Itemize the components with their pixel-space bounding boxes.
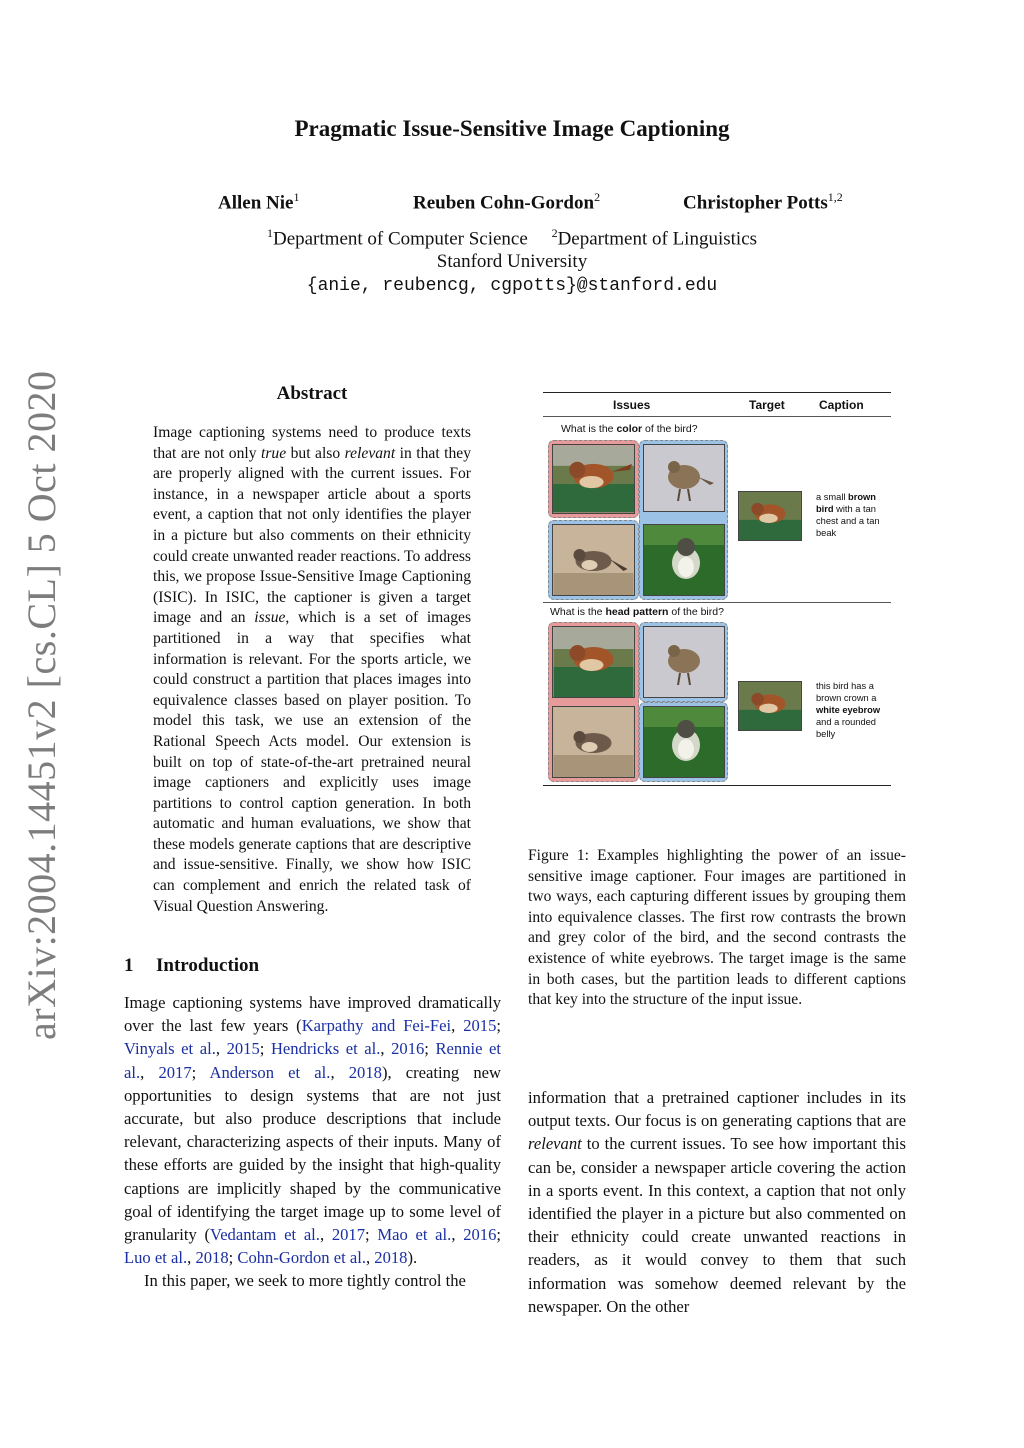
- citation-link[interactable]: 2015: [463, 1016, 497, 1036]
- text: ), creating new opportunities to design systems that are not just accurate, but also produce descriptions that include relevant, characterizing aspects of their inputs. Many of these efforts are guided by the insight that high-quality captions are implicitly shaped by the communicative goal of identifying the target image up to some level of granularity (: [124, 1062, 502, 1245]
- author-emails: {anie, reubencg, cgpotts}@stanford.edu: [306, 276, 718, 296]
- figure-header-caption: Caption: [819, 398, 864, 412]
- citation-link[interactable]: 2016: [391, 1039, 425, 1059]
- bird-photo-bluethroat-icon: [553, 525, 634, 595]
- abstract-emph: issue: [254, 609, 286, 627]
- abstract-text: , which is a set of images partitioned in a way that specifies what information is relevant. For the sports article, we could construct a partition that places images into equivalence classes based on player position. To model this task, we use an extension of the Rational Speech Acts model. Our extension is built on top of state-of-the-art pretrained neural image captioners and explicitly uses image partitions to control caption generation. In both automatic and human evaluations, we show that these models generate captions that are descriptive and issue-sensitive. Finally, we show how ISIC can complement and enrich the related task of Visual Question Answering.: [153, 609, 472, 915]
- author-2: [413, 190, 600, 214]
- target-wren-icon: [739, 492, 801, 540]
- generated-caption-row-2: [816, 680, 891, 740]
- text: Image captioning systems have improved dramatically over the last few years (: [124, 993, 501, 1036]
- section-number: 1: [124, 955, 134, 976]
- citation-link[interactable]: Hendricks et al.: [270, 1039, 381, 1059]
- arxiv-stamp: arXiv:2004.14451v2 [cs.CL] 5 Oct 2020: [19, 370, 64, 1040]
- citation-link[interactable]: Karpathy and Fei-Fei: [301, 1016, 452, 1036]
- body-text: information that a pretrained captioner includes in its output texts. Our focus is on generating captions that are: [528, 1088, 906, 1131]
- text: ,: [215, 1039, 227, 1059]
- citation-link[interactable]: 2015: [226, 1039, 260, 1059]
- bird-photo-pipit: [643, 444, 725, 512]
- target-photo-row-2: [738, 681, 802, 731]
- partition-group-brown: [548, 440, 639, 518]
- partition-group-grey-a: [548, 520, 639, 600]
- issue-question-head-pattern: [550, 606, 724, 618]
- abstract-text: Image captioning systems need to produce texts that are not only: [153, 424, 471, 462]
- affiliation-line: [0, 226, 1024, 250]
- text: ;: [496, 1225, 501, 1245]
- text: ;: [365, 1225, 378, 1245]
- text: ;: [191, 1062, 210, 1082]
- author-sup: 1,2: [827, 190, 843, 204]
- paper-title: Pragmatic Issue-Sensitive Image Captioning: [294, 116, 730, 141]
- figure-row-rule: [543, 602, 891, 603]
- affil-dept-1: Department of Computer Science: [272, 228, 528, 250]
- text: ;: [228, 1248, 238, 1268]
- author-name: Reuben Cohn-Gordon: [413, 192, 595, 214]
- caption-text: and a rounded belly: [816, 717, 876, 739]
- author-name: Christopher Potts: [683, 192, 828, 214]
- caption-keyword: white eyebrow: [816, 705, 881, 715]
- body-text: to the current issues. To see how important this can be, consider a newspaper article covering the action in a sports event. In this context, a caption that not only identified the player in a picture but also commented on their ethnicity could create unwanted reactions in readers, as it would convey to them that such information was somehow deemed relevant by the newspaper. On the other: [528, 1134, 906, 1316]
- abstract-body: [153, 423, 471, 917]
- author-1: [218, 190, 299, 214]
- bird-photo-wren: [552, 626, 635, 698]
- text: ,: [365, 1248, 375, 1268]
- author-name: Allen Nie: [218, 192, 294, 214]
- citation-link[interactable]: Rennie et al.: [124, 1039, 502, 1082]
- text: ,: [380, 1039, 392, 1059]
- bird-photo-wren-icon: [553, 445, 634, 513]
- citation-link[interactable]: 2017: [331, 1225, 365, 1245]
- question-text: of the bird?: [668, 606, 724, 618]
- intro-paragraph-1: [124, 991, 501, 1269]
- bird-photo-wren: [552, 444, 635, 514]
- abstract-emph: true: [261, 444, 287, 462]
- citation-link[interactable]: Vinyals et al.: [124, 1039, 216, 1059]
- author-sup: 1: [293, 190, 300, 204]
- caption-keyword: brown bird: [816, 492, 876, 514]
- abstract-emph: relevant: [344, 444, 396, 462]
- caption-text: with a tan chest and a tan beak: [816, 504, 880, 538]
- figure-header-rule: [543, 416, 891, 417]
- caption-text: a small: [816, 492, 849, 502]
- text: ;: [259, 1039, 271, 1059]
- bird-photo-bluethroat: [552, 706, 635, 778]
- affil-sup-1: 1: [266, 226, 273, 240]
- affil-dept-2: Department of Linguistics: [557, 228, 758, 250]
- partition-group-no-eyebrow-b: [639, 702, 728, 782]
- abstract-text: but also: [286, 444, 345, 462]
- abstract-heading: Abstract: [276, 383, 348, 404]
- bird-photo-bluethroat-icon: [553, 707, 634, 777]
- text: ,: [319, 1225, 332, 1245]
- question-text: What is the: [550, 606, 606, 618]
- text: ,: [140, 1062, 159, 1082]
- figure-top-rule: [543, 392, 891, 393]
- affil-sup-2: 2: [551, 226, 558, 240]
- citation-link[interactable]: Mao et al.: [377, 1225, 452, 1245]
- author-3: [683, 190, 843, 214]
- citation-link[interactable]: Anderson et al.: [209, 1062, 331, 1082]
- bird-photo-warbler: [643, 706, 725, 778]
- text: ;: [424, 1039, 436, 1059]
- citation-link[interactable]: Luo et al.: [124, 1248, 188, 1268]
- bird-photo-pipit: [643, 626, 725, 698]
- caption-text: this bird has a brown crown a: [816, 681, 877, 703]
- generated-caption-row-1: [816, 491, 891, 539]
- body-emph: relevant: [528, 1134, 582, 1154]
- abstract-text: in that they are properly aligned with the current issues. For instance, in a newspaper article about a sports event, a caption that not only identifies the player in a picture but also comments on their ethnicity could create unwanted reader reactions. To address this, we propose Issue-Sensitive Image Captioning (ISIC). In ISIC, the captioner is given a target image and an: [153, 444, 471, 627]
- text: ,: [187, 1248, 196, 1268]
- affil-university: Stanford University: [436, 251, 588, 272]
- bird-photo-warbler-icon: [644, 525, 724, 595]
- text: ).: [407, 1248, 418, 1268]
- section-title: Introduction: [156, 955, 260, 976]
- bird-photo-pipit-icon: [644, 445, 724, 511]
- citation-link[interactable]: 2017: [158, 1062, 192, 1082]
- partition-group-no-eyebrow-a: [639, 622, 728, 702]
- text: ,: [451, 1016, 464, 1036]
- figure-1: [543, 392, 891, 787]
- figure-caption: Figure 1: Examples highlighting the power of an issue-sensitive image captioner. Four images are partitioned in two ways, each capturing different issues by grouping them into equivalence classes. The first row contrasts the brown and grey color of the bird, and the second contrasts the existence of white eyebrows. The target image is the same in both cases, but the partition leads to different captions that key into the structure of the input issue.: [528, 847, 906, 1009]
- partition-group-eyebrow: [548, 622, 639, 782]
- bird-photo-pipit-icon: [644, 627, 724, 697]
- text: ,: [451, 1225, 464, 1245]
- right-column-body: [528, 1086, 906, 1318]
- question-keyword: head pattern: [605, 606, 669, 618]
- bird-photo-wren-icon: [553, 627, 634, 697]
- citation-link[interactable]: 2018: [195, 1248, 229, 1268]
- target-wren-icon: [739, 682, 801, 730]
- question-text: What is the: [561, 423, 617, 435]
- figure-header-issues: Issues: [613, 398, 651, 412]
- section-heading-introduction: [124, 955, 259, 977]
- citation-link[interactable]: 2018: [374, 1248, 408, 1268]
- bird-photo-warbler: [643, 524, 725, 596]
- figure-bottom-rule: [543, 785, 891, 786]
- target-photo-row-1: [738, 491, 802, 541]
- bird-photo-warbler-icon: [644, 707, 724, 777]
- question-text: of the bird?: [642, 423, 698, 435]
- bird-photo-bluethroat: [552, 524, 635, 596]
- question-keyword: color: [616, 423, 643, 435]
- author-sup: 2: [594, 190, 601, 204]
- intro-body: [124, 991, 501, 1293]
- figure-header-target: Target: [749, 398, 785, 412]
- issue-question-color: [561, 423, 698, 435]
- citation-link[interactable]: Cohn-Gordon et al.: [237, 1248, 366, 1268]
- intro-paragraph-2: In this paper, we seek to more tightly control the: [144, 1271, 466, 1291]
- citation-link[interactable]: Vedantam et al.: [210, 1225, 320, 1245]
- citation-link[interactable]: 2016: [463, 1225, 497, 1245]
- text: ;: [496, 1016, 501, 1036]
- partition-group-grey-b: [639, 440, 728, 600]
- text: ,: [330, 1062, 349, 1082]
- citation-link[interactable]: 2018: [348, 1062, 382, 1082]
